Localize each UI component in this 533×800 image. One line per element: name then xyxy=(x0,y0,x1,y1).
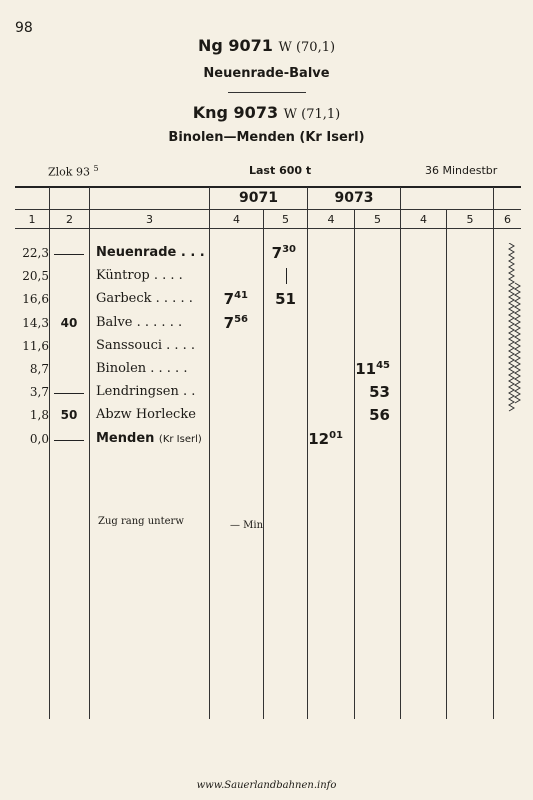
table-row xyxy=(0,243,533,266)
train1-departure xyxy=(264,290,296,308)
col-number: 4 xyxy=(327,213,335,226)
train2-departure xyxy=(348,360,390,378)
col-number: 3 xyxy=(146,213,153,226)
time-minute: 30 xyxy=(282,244,296,255)
speed-value: 50 xyxy=(60,408,78,423)
table-row xyxy=(0,359,533,382)
footer-url: www.Sauerlandbahnen.info xyxy=(196,780,337,791)
station-label: Garbeck . . . . . xyxy=(96,291,193,307)
train-number-9073: 9073 xyxy=(334,190,374,206)
min-note: — Min xyxy=(230,520,264,531)
train-2-suffix: W (71,1) xyxy=(283,107,341,122)
km-value: 3,7 xyxy=(29,385,49,400)
pass-through-mark xyxy=(286,268,287,284)
title-separator xyxy=(228,92,306,93)
loco-sup: 5 xyxy=(93,164,99,173)
col2-dash xyxy=(54,254,84,255)
station-name xyxy=(96,431,202,446)
station-name xyxy=(96,291,193,306)
station-label: Menden xyxy=(96,430,155,446)
km-value: 0,0 xyxy=(29,431,49,446)
table-row xyxy=(0,429,533,452)
station-label: Binolen . . . . . xyxy=(96,361,188,376)
col-number: 5 xyxy=(466,213,474,226)
zigzag-marker xyxy=(506,243,522,423)
col-number: 5 xyxy=(282,213,289,226)
km-value: 22,3 xyxy=(22,246,49,260)
train-1-suffix: W (70,1) xyxy=(278,40,336,55)
station-name xyxy=(96,361,187,376)
train2-departure xyxy=(348,406,390,424)
km-value: 8,7 xyxy=(29,362,49,376)
time-minute: 56 xyxy=(234,313,248,325)
km-value: 14,3 xyxy=(22,315,49,330)
time-minute: 01 xyxy=(329,429,343,441)
station-name xyxy=(96,245,205,260)
col-number: 1 xyxy=(28,213,36,226)
col-number: 2 xyxy=(66,213,73,226)
station-label: Balve . . . . . . xyxy=(96,314,183,330)
col2-dash xyxy=(54,440,84,441)
km-value: 11,6 xyxy=(22,338,49,353)
train-2-title xyxy=(0,103,533,122)
speed-value: 40 xyxy=(60,315,78,330)
table-row xyxy=(0,289,533,312)
route-2: Binolen—Menden (Kr Iserl) xyxy=(168,130,365,145)
time-hour: 51 xyxy=(275,290,296,309)
station-note: (Kr Iserl) xyxy=(158,433,202,445)
table-row xyxy=(0,313,533,336)
loco-label: Zlok 93 xyxy=(48,165,90,179)
train-1-title xyxy=(0,36,533,55)
brake-info: 36 Mindestbr xyxy=(425,164,498,177)
rank-note: Zug rang unterw xyxy=(98,516,184,527)
table-row xyxy=(0,405,533,428)
time-hour: 7 xyxy=(271,244,283,262)
time-minute: 41 xyxy=(234,290,248,302)
train2-arrival xyxy=(303,430,343,448)
table-row xyxy=(0,382,533,405)
col-number: 5 xyxy=(374,213,381,226)
table-row xyxy=(0,336,533,359)
col-number: 4 xyxy=(420,213,427,226)
time-hour: 7 xyxy=(223,313,235,332)
train-number-9071: 9071 xyxy=(239,190,278,206)
station-name xyxy=(96,407,196,422)
time-minute: 45 xyxy=(376,360,390,371)
page-number: 98 xyxy=(15,20,33,36)
time-hour: 56 xyxy=(369,406,390,425)
route-1: Neuenrade-Balve xyxy=(203,66,330,81)
table-row xyxy=(0,266,533,289)
loco-info xyxy=(48,164,99,179)
train2-departure xyxy=(348,383,390,401)
station-label: Küntrop . . . . xyxy=(96,268,183,284)
time-hour: 7 xyxy=(223,290,235,309)
train1-departure xyxy=(264,244,296,262)
km-value: 20,5 xyxy=(22,269,49,284)
station-name xyxy=(96,268,183,283)
time-hour: 12 xyxy=(308,429,330,448)
station-name xyxy=(96,384,195,399)
train1-arrival xyxy=(218,314,248,332)
station-name xyxy=(96,315,182,330)
station-label: Abzw Horlecke xyxy=(96,407,196,423)
km-value: 16,6 xyxy=(22,292,49,307)
train-2-name: Kng 9073 xyxy=(192,103,279,122)
train-1-name: Ng 9071 xyxy=(197,36,273,55)
station-label: Sanssouci . . . . xyxy=(96,337,196,353)
time-hour: 11 xyxy=(355,360,377,378)
km-value: 1,8 xyxy=(29,408,49,423)
station-label: Lendringsen . . xyxy=(96,384,196,400)
col2-dash xyxy=(54,393,84,394)
train1-arrival xyxy=(218,290,248,308)
load-info: Last 600 t xyxy=(249,164,312,177)
station-name xyxy=(96,338,195,353)
col-number: 4 xyxy=(233,213,240,226)
col-number: 6 xyxy=(504,213,511,226)
time-hour: 53 xyxy=(369,383,390,402)
station-label: Neuenrade . . . xyxy=(96,245,205,260)
